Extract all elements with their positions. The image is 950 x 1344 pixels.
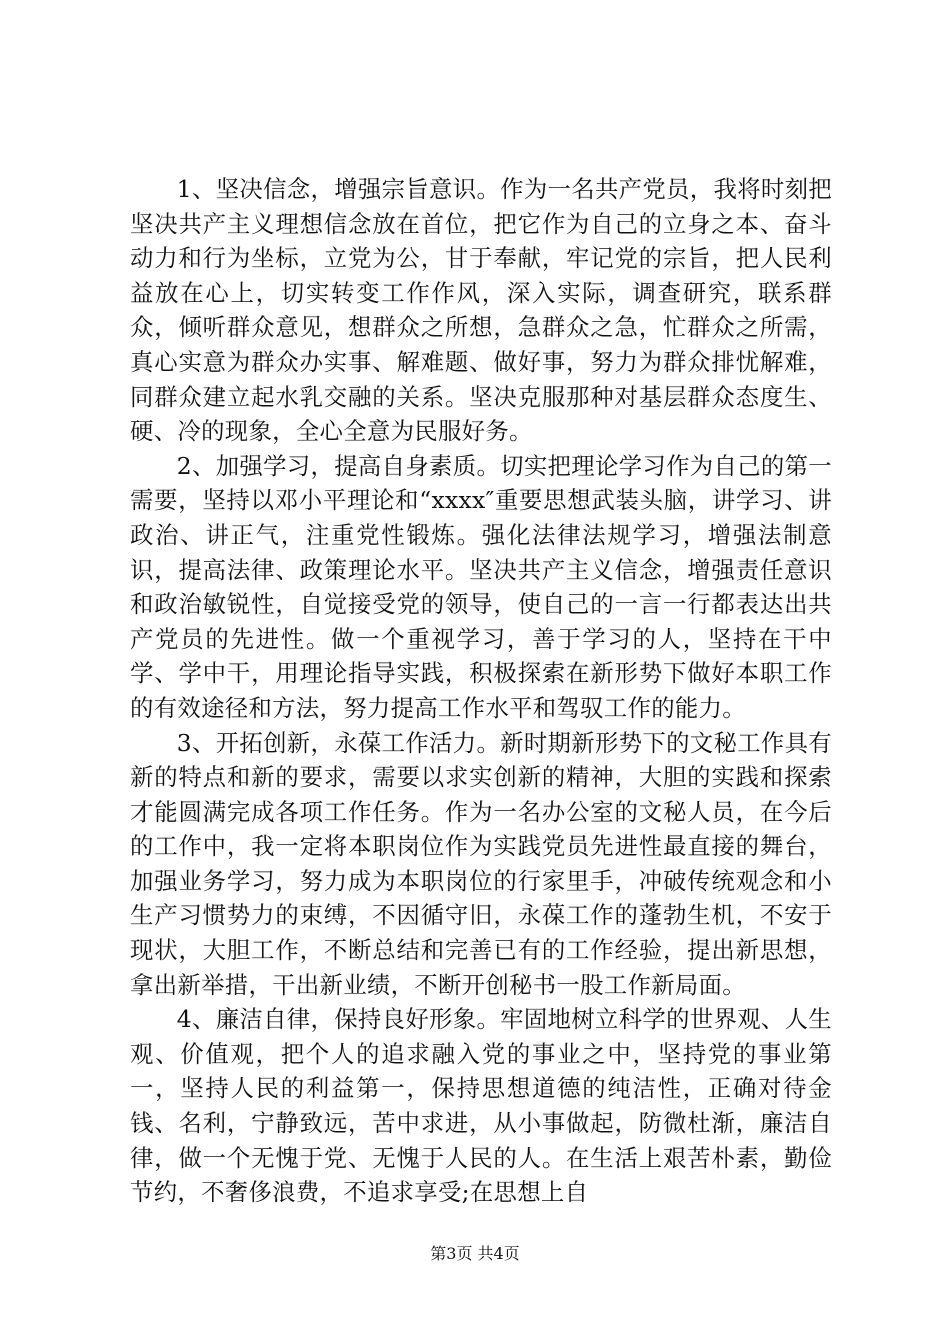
paragraph-2: 2、加强学习，提高自身素质。切实把理论学习作为自己的第一需要，坚持以邓小平理论和“xxxx″重要思想武装头脑，讲学习、讲政治、讲正气，注重党性锻炼。强化法律法规学习，增强法制意识，提高法律、政策理论水平。坚决共产主义信念，增强责任意识和政治敏锐性，自觉接受党的领导，使自己的一言一行都表达出共产党员的先进性。做一个重视学习，善于学习的人，坚持在干中学、学中干，用理论指导实践，积极探索在新形势下做好本职工作的有效途径和方法，努力提高工作水平和驾驭工作的能力。 (130, 451, 832, 722)
document-body (130, 172, 832, 1210)
page-number-footer: 第3页 共4页 (430, 1244, 520, 1263)
paragraph-3: 3、开拓创新，永葆工作活力。新时期新形势下的文秘工作具有新的特点和新的要求，需要以求实创新的精神，大胆的实践和探索才能圆满完成各项工作任务。作为一名办公室的文秘人员，在今后的工作中，我一定将本职岗位作为实践党员先进性最直接的舞台，加强业务学习，努力成为本职岗位的行家里手，冲破传统观念和小生产习惯势力的束缚，不因循守旧，永葆工作的蓬勃生机，不安于现状，大胆工作，不断总结和完善已有的工作经验，提出新思想，拿出新举措，干出新业绩，不断开创秘书一股工作新局面。 (130, 728, 832, 999)
paragraph-1: 1、坚决信念，增强宗旨意识。作为一名共产党员，我将时刻把坚决共产主义理想信念放在首位，把它作为自己的立身之本、奋斗动力和行为坐标，立党为公，甘于奉献，牢记党的宗旨，把人民利益放在心上，切实转变工作作风，深入实际，调查研究，联系群众，倾听群众意见，想群众之所想，急群众之急，忙群众之所需，真心实意为群众办实事、解难题、做好事，努力为群众排忧解难，同群众建立起水乳交融的关系。坚决克服那种对基层群众态度生、硬、冷的现象，全心全意为民服好务。 (130, 175, 832, 446)
paragraph-4: 4、廉洁自律，保持良好形象。牢固地树立科学的世界观、人生观、价值观，把个人的追求融入党的事业之中，坚持党的事业第一，坚持人民的利益第一，保持思想道德的纯洁性，正确对待金钱、名利，宁静致远，苦中求进，从小事做起，防微杜渐，廉洁自律，做一个无愧于党、无愧于人民的人。在生活上艰苦朴素，勤俭节约，不奢侈浪费，不追求享受;在思想上自 (130, 1005, 832, 1207)
